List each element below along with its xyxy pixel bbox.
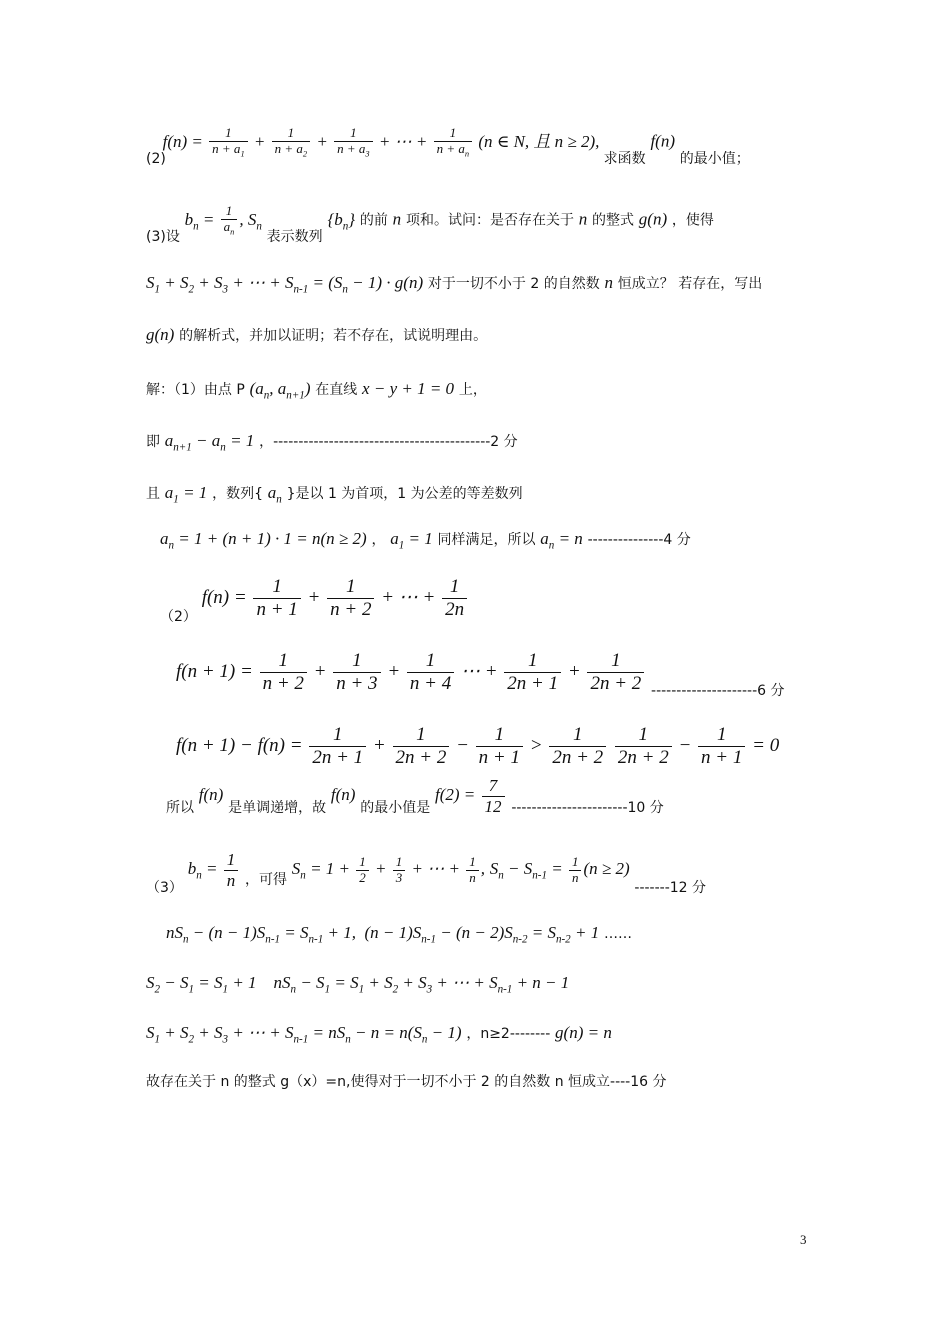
solution-step3: 且 $a_1 = 1$ ，数列{ $a_n$ }是以 1 为首项，1 为公差的等差数列 (146, 483, 523, 506)
solution-part3-label: （3） (146, 879, 183, 896)
part2-ask-end: 的最小值； (679, 150, 750, 167)
solution-step1: 解：（1）由点 P ($a_n$, $a_{n+1}$) 在直线 x − y + 1 = 0 上， (146, 379, 487, 402)
solution-min-value: 所以 f(n) 是单调递增，故 f(n) 的最小值是 f(2) = $\frac{7}{12}$ -----------------------10 分 (166, 776, 664, 816)
part2-label: (2) (146, 150, 166, 167)
solution-result: $S_1 + S_2 + S_3$ + ⋯ + $S_{n-1} = nS_n - n = n(S_n - 1)$ ，n≥2-------- g(n) = n (146, 1023, 612, 1046)
problem-part3-line2: $S_1 + S_2 + S_3$ + ⋯ + $S_{n-1} = (S_n - 1) \cdot g(n)$ 对于一切不小于 2 的自然数 n 恒成立？ 若存在，写出 (146, 273, 763, 296)
f-n-definition: f(n) = $\frac{1}{n + a_1}$ + $\frac{1}{n + a_2}$ + $\frac{1}{n + a_3}$ + ⋯ + $\frac{1}{n + a_n}$ (n ∈ N, 且 n ≥ 2), (162, 125, 604, 159)
part3-label: (3)设 (146, 228, 180, 245)
problem-part3-line1: (3)设 $b_n$ = $\frac{1}{a_n}$ , $S_n$ 表示数列 $\{b_n\}$ 的前 n 项和。试问：是否存在关于 n 的整式 g(n) ，使得 (146, 203, 714, 245)
solution-f-n-plus-1: f(n + 1) = $\frac{1}{n + 2}$ + $\frac{1}{n + 3}$ + $\frac{1}{n + 4}$ ⋯ + $\frac{1}{2n + 1}$ + $\frac{1}{2n + 2}$ ---------------------6 分 (176, 650, 785, 699)
part2-ask: 求函数 (603, 150, 646, 167)
solution-step4: $a_n = 1 + (n + 1) \cdot 1 = n(n \ge 2)$ ， $a_1 = 1$ 同样满足，所以 $a_n = n$ ---------------4 分 (160, 529, 691, 552)
solution-part2-fn: （2） f(n) = $\frac{1}{n + 1}$ + $\frac{1}{n + 2}$ + ⋯ + $\frac{1}{2n}$ (160, 576, 830, 621)
page-number: 3 (800, 1232, 807, 1247)
solution-part3: （3） $b_n$ = $\frac{1}{n}$ ，可得 $S_n = 1$ + $\frac{1}{2}$ + $\frac{1}{3}$ + ⋯ + $\frac{1}{n}$ , $S_n - S_{n-1}$ = $\frac{1}{n}$ (n ≥ 2) -------12 分 (146, 850, 707, 896)
solution-difference: f(n + 1) − f(n) = $\frac{1}{2n + 1}$ + $\frac{1}{2n + 2}$ − $\frac{1}{n + 1}$ > $\frac{1}{2n + 2}$ $\frac{1}{2n + 2}$ − $\frac{1}{n + 1}$ = 0 (176, 724, 780, 768)
solution-conclusion: 故存在关于 n 的整式 g（x）=n,使得对于一切不小于 2 的自然数 n 恒成立----16 分 (146, 1074, 667, 1090)
solution-recurrence: $nS_n - (n - 1)S_{n-1} = S_{n-1} + 1$, $(n - 1)S_{n-1} - (n - 2)S_{n-2} = S_{n-2} + 1$ …… (166, 923, 632, 946)
solution-step2: 即 $a_{n+1} - a_n = 1$ ，-------------------------------------------2 分 (146, 431, 518, 454)
solution-part2-label: （2） (160, 608, 197, 625)
solution-sum: $S_2 - S_1 = S_1 + 1$ $nS_n - S_1 = S_1 + S_2 + S_3$ + ⋯ + $S_{n-1} + n - 1$ (146, 973, 570, 996)
problem-part2: (2) f(n) = $\frac{1}{n + a_1}$ + $\frac{1}{n + a_2}$ + $\frac{1}{n + a_3}$ + ⋯ + $\frac{1}{n + a_n}$ (n ∈ N, 且 n ≥ 2), 求函数 f(n) 的最小值； (146, 125, 750, 167)
problem-part3-line3: g(n) 的解析式，并加以证明；若不存在，试说明理由。 (146, 325, 488, 344)
